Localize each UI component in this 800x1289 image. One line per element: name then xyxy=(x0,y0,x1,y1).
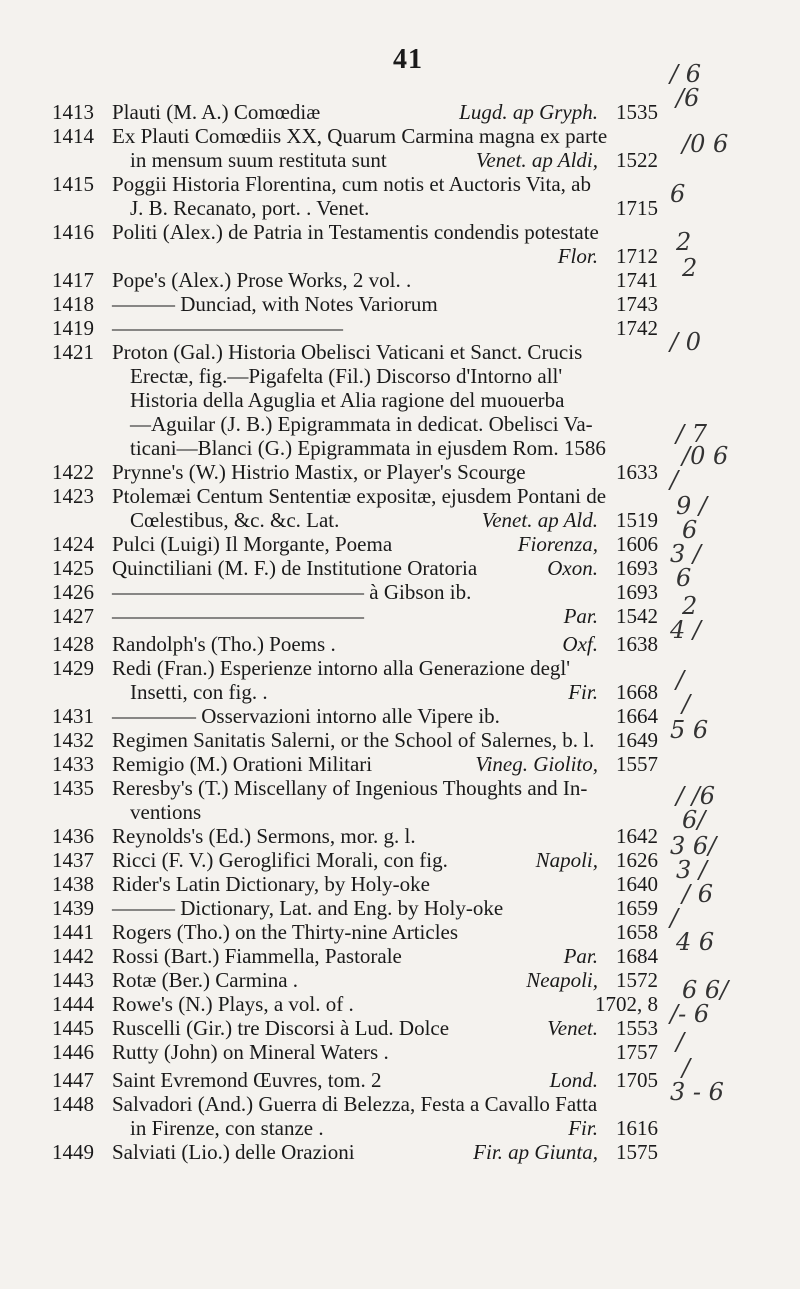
entry-year: 1557 xyxy=(616,752,658,776)
entry-title xyxy=(112,292,660,316)
entry-imprint xyxy=(612,896,658,920)
entry-place: Napoli, xyxy=(535,848,598,872)
entry-number: 1423 xyxy=(52,484,94,508)
entry-imprint xyxy=(482,508,658,532)
entry-line: Ricci (F. V.) Geroglifici Morali, con fig. xyxy=(112,848,448,872)
entry-imprint xyxy=(476,148,658,172)
entry-title xyxy=(112,268,660,292)
entry-imprint xyxy=(518,532,658,556)
entry-year: 1522 xyxy=(616,148,658,172)
margin-note: /- 6 xyxy=(670,1000,710,1028)
entry-number: 1425 xyxy=(52,556,94,580)
entry-year: 1640 xyxy=(616,872,658,896)
entry-number: 1436 xyxy=(52,824,94,848)
entry-number: 1449 xyxy=(52,1140,94,1164)
entry-line: Salvadori (And.) Guerra di Belezza, Festa a Cavallo Fatta xyxy=(112,1092,598,1116)
entry-line: Ruscelli (Gir.) tre Discorsi à Lud. Dolce xyxy=(112,1016,450,1040)
entry-imprint xyxy=(612,1040,658,1064)
entry-imprint xyxy=(612,196,658,220)
margin-note: / xyxy=(682,690,691,718)
entry-line: Remigio (M.) Orationi Militari xyxy=(112,752,373,776)
entry-title xyxy=(112,992,660,1016)
margin-note: 6 xyxy=(682,516,698,544)
entry-title xyxy=(112,704,660,728)
entry-imprint xyxy=(612,268,658,292)
entry-title xyxy=(112,172,660,220)
entry-line: Reynolds's (Ed.) Sermons, mor. g. l. xyxy=(112,824,416,848)
entry-number: 1424 xyxy=(52,532,94,556)
entry-imprint xyxy=(595,992,658,1016)
entry-year: 1642 xyxy=(616,824,658,848)
margin-note: 6/ xyxy=(682,806,706,834)
margin-note: 2 xyxy=(676,228,692,256)
entry-number: 1446 xyxy=(52,1040,94,1064)
margin-note: 6 xyxy=(670,180,686,208)
entry-line: ticani—Blanci (G.) Epigrammata in ejusdem Rom. 1586 xyxy=(130,436,606,460)
entry-number: 1441 xyxy=(52,920,94,944)
entry-year: 1633 xyxy=(616,460,658,484)
margin-note: /0 6 xyxy=(682,130,729,158)
entry-imprint xyxy=(475,752,658,776)
entry-title xyxy=(112,728,660,752)
margin-note: 4 / xyxy=(670,616,701,644)
entry-title xyxy=(112,896,660,920)
entry-title xyxy=(112,872,660,896)
entry-year: 1684 xyxy=(616,944,658,968)
entry-line: in mensum suum restituta sunt xyxy=(130,148,387,172)
margin-note: / 6 xyxy=(682,880,713,908)
entry-number: 1443 xyxy=(52,968,94,992)
entry-line: Rotæ (Ber.) Carmina . xyxy=(112,968,299,992)
entry-year: 1712 xyxy=(616,244,658,268)
entry-line: Ex Plauti Comœdiis XX, Quarum Carmina magna ex parte xyxy=(112,124,608,148)
entry-line: Pulci (Luigi) Il Morgante, Poema xyxy=(112,532,393,556)
margin-note: /0 6 xyxy=(682,442,729,470)
entry-line: Rogers (Tho.) on the Thirty-nine Articles xyxy=(112,920,459,944)
entry-imprint xyxy=(568,1116,658,1140)
entry-year: 1535 xyxy=(616,100,658,124)
entry-imprint xyxy=(564,944,658,968)
entry-line: —Aguilar (J. B.) Epigrammata in dedicat. Obelisci Va- xyxy=(130,412,593,436)
entry-line: Regimen Sanitatis Salerni, or the School of Salernes, b. l. xyxy=(112,728,595,752)
entry-number: 1428 xyxy=(52,632,94,656)
entry-year: 1542 xyxy=(616,604,658,628)
entry-year: 1743 xyxy=(616,292,658,316)
margin-note: / xyxy=(676,1028,685,1056)
entry-line: ——————————— xyxy=(112,316,343,340)
entry-imprint xyxy=(612,872,658,896)
entry-place: Fir. xyxy=(568,680,598,704)
entry-year: 1702, 8 xyxy=(595,992,658,1016)
entry-imprint xyxy=(550,1068,658,1092)
entry-line: Prynne's (W.) Histrio Mastix, or Player's Scourge xyxy=(112,460,526,484)
entry-imprint xyxy=(459,100,658,124)
entry-imprint xyxy=(558,244,658,268)
entry-year: 1649 xyxy=(616,728,658,752)
entry-imprint xyxy=(547,1016,658,1040)
entry-year: 1693 xyxy=(616,580,658,604)
entry-title xyxy=(112,824,660,848)
entry-title xyxy=(112,340,660,460)
entry-line: Cœlestibus, &c. &c. Lat. xyxy=(130,508,340,532)
entry-number: 1429 xyxy=(52,656,94,680)
entry-imprint xyxy=(547,556,658,580)
entry-number: 1435 xyxy=(52,776,94,800)
entry-number: 1432 xyxy=(52,728,94,752)
entry-number: 1438 xyxy=(52,872,94,896)
entry-line: J. B. Recanato, port. . Venet. xyxy=(130,196,370,220)
entry-line: Rider's Latin Dictionary, by Holy-oke xyxy=(112,872,430,896)
entry-number: 1414 xyxy=(52,124,94,148)
entry-line: Salviati (Lio.) delle Orazioni xyxy=(112,1140,355,1164)
entry-imprint xyxy=(612,920,658,944)
handwritten-margin-notes xyxy=(660,60,800,1220)
entry-number: 1447 xyxy=(52,1068,94,1092)
margin-note: 6 xyxy=(676,564,692,592)
entry-number: 1418 xyxy=(52,292,94,316)
entry-year: 1668 xyxy=(616,680,658,704)
entry-year: 1616 xyxy=(616,1116,658,1140)
entry-imprint xyxy=(568,680,658,704)
entry-title xyxy=(112,1040,660,1064)
entry-year: 1664 xyxy=(616,704,658,728)
entry-title xyxy=(112,580,660,604)
entry-place: Vineg. Giolito, xyxy=(475,752,598,776)
entry-place: Oxf. xyxy=(562,632,598,656)
entry-year: 1741 xyxy=(616,268,658,292)
entry-imprint xyxy=(612,460,658,484)
margin-note: / xyxy=(670,904,679,932)
entry-title xyxy=(112,776,660,824)
entry-imprint xyxy=(612,704,658,728)
entry-place: Par. xyxy=(563,604,598,628)
entry-imprint xyxy=(612,580,658,604)
entry-year: 1658 xyxy=(616,920,658,944)
entry-number: 1416 xyxy=(52,220,94,244)
entry-place: Fiorenza, xyxy=(517,532,598,556)
entry-line: Pope's (Alex.) Prose Works, 2 vol. . xyxy=(112,268,412,292)
entry-year: 1638 xyxy=(616,632,658,656)
entry-year: 1715 xyxy=(616,196,658,220)
margin-note: 4 6 xyxy=(676,928,715,956)
entry-title xyxy=(112,460,660,484)
entry-place: Venet. xyxy=(547,1016,598,1040)
entry-year: 1575 xyxy=(616,1140,658,1164)
margin-note: / xyxy=(670,466,679,494)
entry-number: 1431 xyxy=(52,704,94,728)
entry-place: Neapoli, xyxy=(526,968,598,992)
entry-number: 1421 xyxy=(52,340,94,364)
entry-line: Erectæ, fig.—Pigafelta (Fil.) Discorso d'Intorno all' xyxy=(130,364,563,388)
entry-line: Saint Evremond Œuvres, tom. 2 xyxy=(112,1068,382,1092)
entry-imprint xyxy=(612,292,658,316)
entry-number: 1413 xyxy=(52,100,94,124)
entry-line: Poggii Historia Florentina, cum notis et Auctoris Vita, ab xyxy=(112,172,591,196)
entry-line: ——— Dictionary, Lat. and Eng. by Holy-oke xyxy=(112,896,504,920)
margin-note: 6 6/ xyxy=(682,976,729,1004)
entry-number: 1426 xyxy=(52,580,94,604)
margin-note: 2 xyxy=(682,254,698,282)
entry-year: 1572 xyxy=(616,968,658,992)
entry-year: 1553 xyxy=(616,1016,658,1040)
entry-place: Lugd. ap Gryph. xyxy=(459,100,598,124)
entry-number: 1422 xyxy=(52,460,94,484)
margin-note: /6 xyxy=(676,84,700,112)
entry-place: Flor. xyxy=(557,244,598,268)
entry-line: ——— Dunciad, with Notes Variorum xyxy=(112,292,438,316)
entry-imprint xyxy=(473,1140,658,1164)
entry-line: in Firenze, con stanze . xyxy=(130,1116,324,1140)
entry-place: Fir. xyxy=(568,1116,598,1140)
entry-place: Venet. ap Ald. xyxy=(481,508,598,532)
margin-note: / xyxy=(682,1054,691,1082)
entry-number: 1444 xyxy=(52,992,94,1016)
entry-place: Par. xyxy=(563,944,598,968)
margin-note: 3 6/ xyxy=(670,832,717,860)
entry-year: 1705 xyxy=(616,1068,658,1092)
entry-line: ———— Osservazioni intorno alle Vipere ib. xyxy=(112,704,500,728)
entry-number: 1437 xyxy=(52,848,94,872)
entry-year: 1659 xyxy=(616,896,658,920)
entry-line: Randolph's (Tho.) Poems . xyxy=(112,632,336,656)
entry-imprint xyxy=(536,848,658,872)
entry-number: 1433 xyxy=(52,752,94,776)
entry-year: 1519 xyxy=(616,508,658,532)
entry-line: Quinctiliani (M. F.) de Institutione Oratoria xyxy=(112,556,478,580)
entry-line: Rossi (Bart.) Fiammella, Pastorale xyxy=(112,944,402,968)
entry-line: ———————————— xyxy=(112,604,364,628)
entry-year: 1742 xyxy=(616,316,658,340)
entry-imprint xyxy=(612,728,658,752)
entry-number: 1419 xyxy=(52,316,94,340)
entry-number: 1415 xyxy=(52,172,94,196)
entry-place: Venet. ap Aldi, xyxy=(475,148,598,172)
margin-note: / 0 xyxy=(670,328,701,356)
entry-number: 1442 xyxy=(52,944,94,968)
entry-line: Rowe's (N.) Plays, a vol. of . xyxy=(112,992,354,1016)
entry-number: 1417 xyxy=(52,268,94,292)
entry-year: 1606 xyxy=(616,532,658,556)
margin-note: 5 6 xyxy=(670,716,709,744)
entry-title xyxy=(112,316,660,340)
margin-note: / 6 xyxy=(670,60,701,88)
entry-imprint xyxy=(562,632,658,656)
entry-place: Lond. xyxy=(549,1068,598,1092)
margin-note: 2 xyxy=(682,592,698,620)
entry-line: Redi (Fran.) Esperienze intorno alla Generazione degl' xyxy=(112,656,571,680)
entry-line: Insetti, con fig. . xyxy=(130,680,268,704)
entry-imprint xyxy=(612,316,658,340)
entry-line: Ptolemæi Centum Sententiæ expositæ, ejusdem Pontani de xyxy=(112,484,607,508)
margin-note: 3 / xyxy=(676,856,707,884)
entry-title xyxy=(112,220,660,244)
entry-year: 1757 xyxy=(616,1040,658,1064)
entry-number: 1427 xyxy=(52,604,94,628)
entry-place: Oxon. xyxy=(547,556,598,580)
margin-note: 9 / xyxy=(676,492,707,520)
page-number: 41 xyxy=(393,44,423,75)
entry-line: Rutty (John) on Mineral Waters . xyxy=(112,1040,389,1064)
entry-line: Plauti (M. A.) Comœdiæ xyxy=(112,100,321,124)
margin-note: 3 - 6 xyxy=(670,1078,724,1106)
entry-line: Proton (Gal.) Historia Obelisci Vaticani et Sanct. Crucis xyxy=(112,340,583,364)
entry-number: 1445 xyxy=(52,1016,94,1040)
margin-note: / 7 xyxy=(676,420,707,448)
entry-imprint xyxy=(564,604,658,628)
entry-title xyxy=(112,920,660,944)
margin-note: / /6 xyxy=(676,782,716,810)
margin-note: / xyxy=(676,666,685,694)
entry-year: 1693 xyxy=(616,556,658,580)
entry-number: 1448 xyxy=(52,1092,94,1116)
entry-imprint xyxy=(526,968,658,992)
entry-number: 1439 xyxy=(52,896,94,920)
entry-year: 1626 xyxy=(616,848,658,872)
entry-line: ventions xyxy=(130,800,202,824)
entry-place: Fir. ap Giunta, xyxy=(473,1140,598,1164)
margin-note: 3 / xyxy=(670,540,701,568)
entry-line: Reresby's (T.) Miscellany of Ingenious Thoughts and In- xyxy=(112,776,588,800)
entry-line: ———————————— à Gibson ib. xyxy=(112,580,472,604)
entry-line: Politi (Alex.) de Patria in Testamentis condendis potestate xyxy=(112,220,599,244)
entry-imprint xyxy=(612,824,658,848)
entry-line: Historia della Aguglia et Alia ragione del muouerba xyxy=(130,388,565,412)
